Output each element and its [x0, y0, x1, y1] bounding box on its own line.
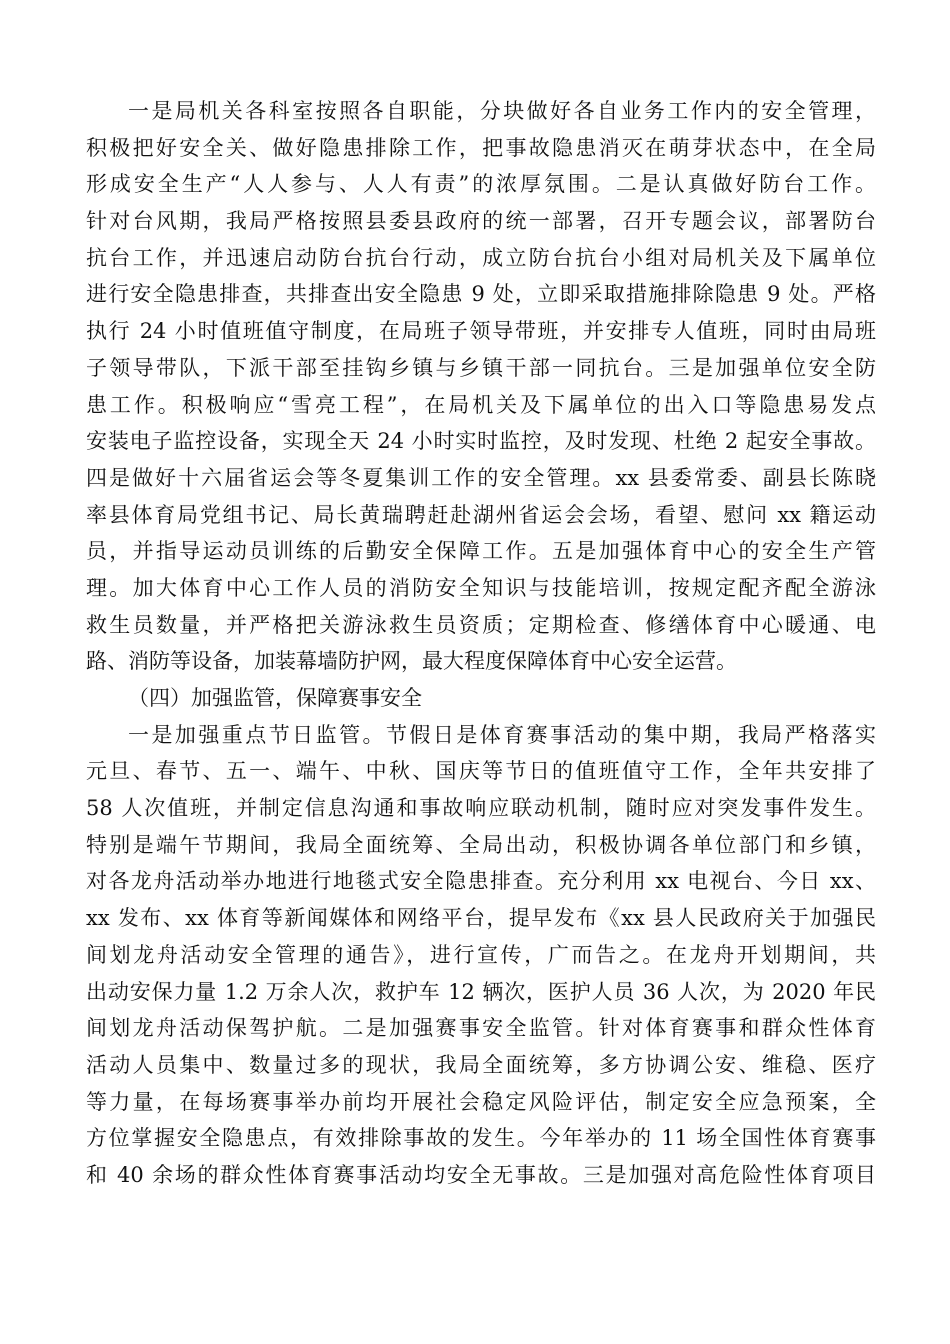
- text-line: xx 发布、xx 体育等新闻媒体和网络平台，提早发布《xx 县人民政府关于加强民: [86, 906, 876, 931]
- text-line: 积极把好安全关、做好隐患排除工作，把事故隐患消灭在萌芽状态中，在全局: [86, 135, 876, 160]
- text-line: 针对台风期，我局严格按照县委县政府的统一部署，召开专题会议，部署防台: [86, 209, 876, 234]
- text-line: 间划龙舟活动安全管理的通告》，进行宣传，广而告之。在龙舟开划期间，共: [86, 942, 876, 967]
- text-line: 对各龙舟活动举办地进行地毯式安全隐患排查。充分利用 xx 电视台、今日 xx、: [86, 869, 876, 894]
- text-line: 患工作。积极响应“雪亮工程”，在局机关及下属单位的出入口等隐患易发点: [86, 392, 876, 417]
- text-line: 理。加大体育中心工作人员的消防安全知识与技能培训，按规定配齐配全游泳: [86, 575, 876, 600]
- text-line: 执行 24 小时值班值守制度，在局班子领导带班，并安排专人值班，同时由局班: [86, 319, 876, 344]
- text-line: 抗台工作，并迅速启动防台抗台行动，成立防台抗台小组对局机关及下属单位: [86, 245, 876, 270]
- text-line: 58 人次值班，并制定信息沟通和事故响应联动机制，随时应对突发事件发生。: [86, 796, 876, 821]
- text-line: 等力量，在每场赛事举办前均开展社会稳定风险评估，制定安全应急预案，全: [86, 1089, 876, 1114]
- text-line: 形成安全生产“人人参与、人人有责”的浓厚氛围。二是认真做好防台工作。: [86, 172, 876, 197]
- text-line: 间划龙舟活动保驾护航。二是加强赛事安全监管。针对体育赛事和群众性体育: [86, 1016, 876, 1041]
- text-line: 子领导带队，下派干部至挂钩乡镇与乡镇干部一同抗台。三是加强单位安全防: [86, 355, 876, 380]
- text-line: 方位掌握安全隐患点，有效排除事故的发生。今年举办的 11 场全国性体育赛事: [86, 1126, 876, 1151]
- text-line: 元旦、春节、五一、端午、中秋、国庆等节日的值班值守工作，全年共安排了: [86, 759, 876, 784]
- text-line: 一是加强重点节日监管。节假日是体育赛事活动的集中期，我局严格落实: [128, 722, 876, 747]
- text-line: 出动安保力量 1.2 万余人次，救护车 12 辆次，医护人员 36 人次，为 2020 年民: [86, 979, 876, 1004]
- text-line: 和 40 余场的群众性体育赛事活动均安全无事故。三是加强对高危险性体育项目: [86, 1162, 876, 1187]
- text-line: 率县体育局党组书记、局长黄瑞聘赶赴湖州省运会会场，看望、慰问 xx 籍运动: [86, 502, 876, 527]
- text-line: 一是局机关各科室按照各自职能，分块做好各自业务工作内的安全管理，: [128, 99, 876, 123]
- text-line: 活动人员集中、数量过多的现状，我局全面统筹，多方协调公安、维稳、医疗: [86, 1052, 876, 1077]
- text-line: 救生员数量，并严格把关游泳救生员资质；定期检查、修缮体育中心暖通、电: [86, 612, 876, 637]
- text-line: 特别是端午节期间，我局全面统筹、全局出动，积极协调各单位部门和乡镇，: [86, 832, 876, 857]
- text-line: 员，并指导运动员训练的后勤安全保障工作。五是加强体育中心的安全生产管: [86, 539, 876, 564]
- text-line: 路、消防等设备，加装幕墙防护网，最大程度保障体育中心安全运营。: [86, 649, 737, 674]
- text-line: 安装电子监控设备，实现全天 24 小时实时监控，及时发现、杜绝 2 起安全事故。: [86, 429, 876, 454]
- paragraph-safety-management: [86, 93, 876, 1194]
- text-line: 四是做好十六届省运会等冬夏集训工作的安全管理。xx 县委常委、副县长陈晓: [86, 465, 876, 490]
- section-heading: （四）加强监管，保障赛事安全: [128, 686, 422, 710]
- text-line: 进行安全隐患排查，共排查出安全隐患 9 处，立即采取措施排除隐患 9 处。严格: [86, 282, 876, 307]
